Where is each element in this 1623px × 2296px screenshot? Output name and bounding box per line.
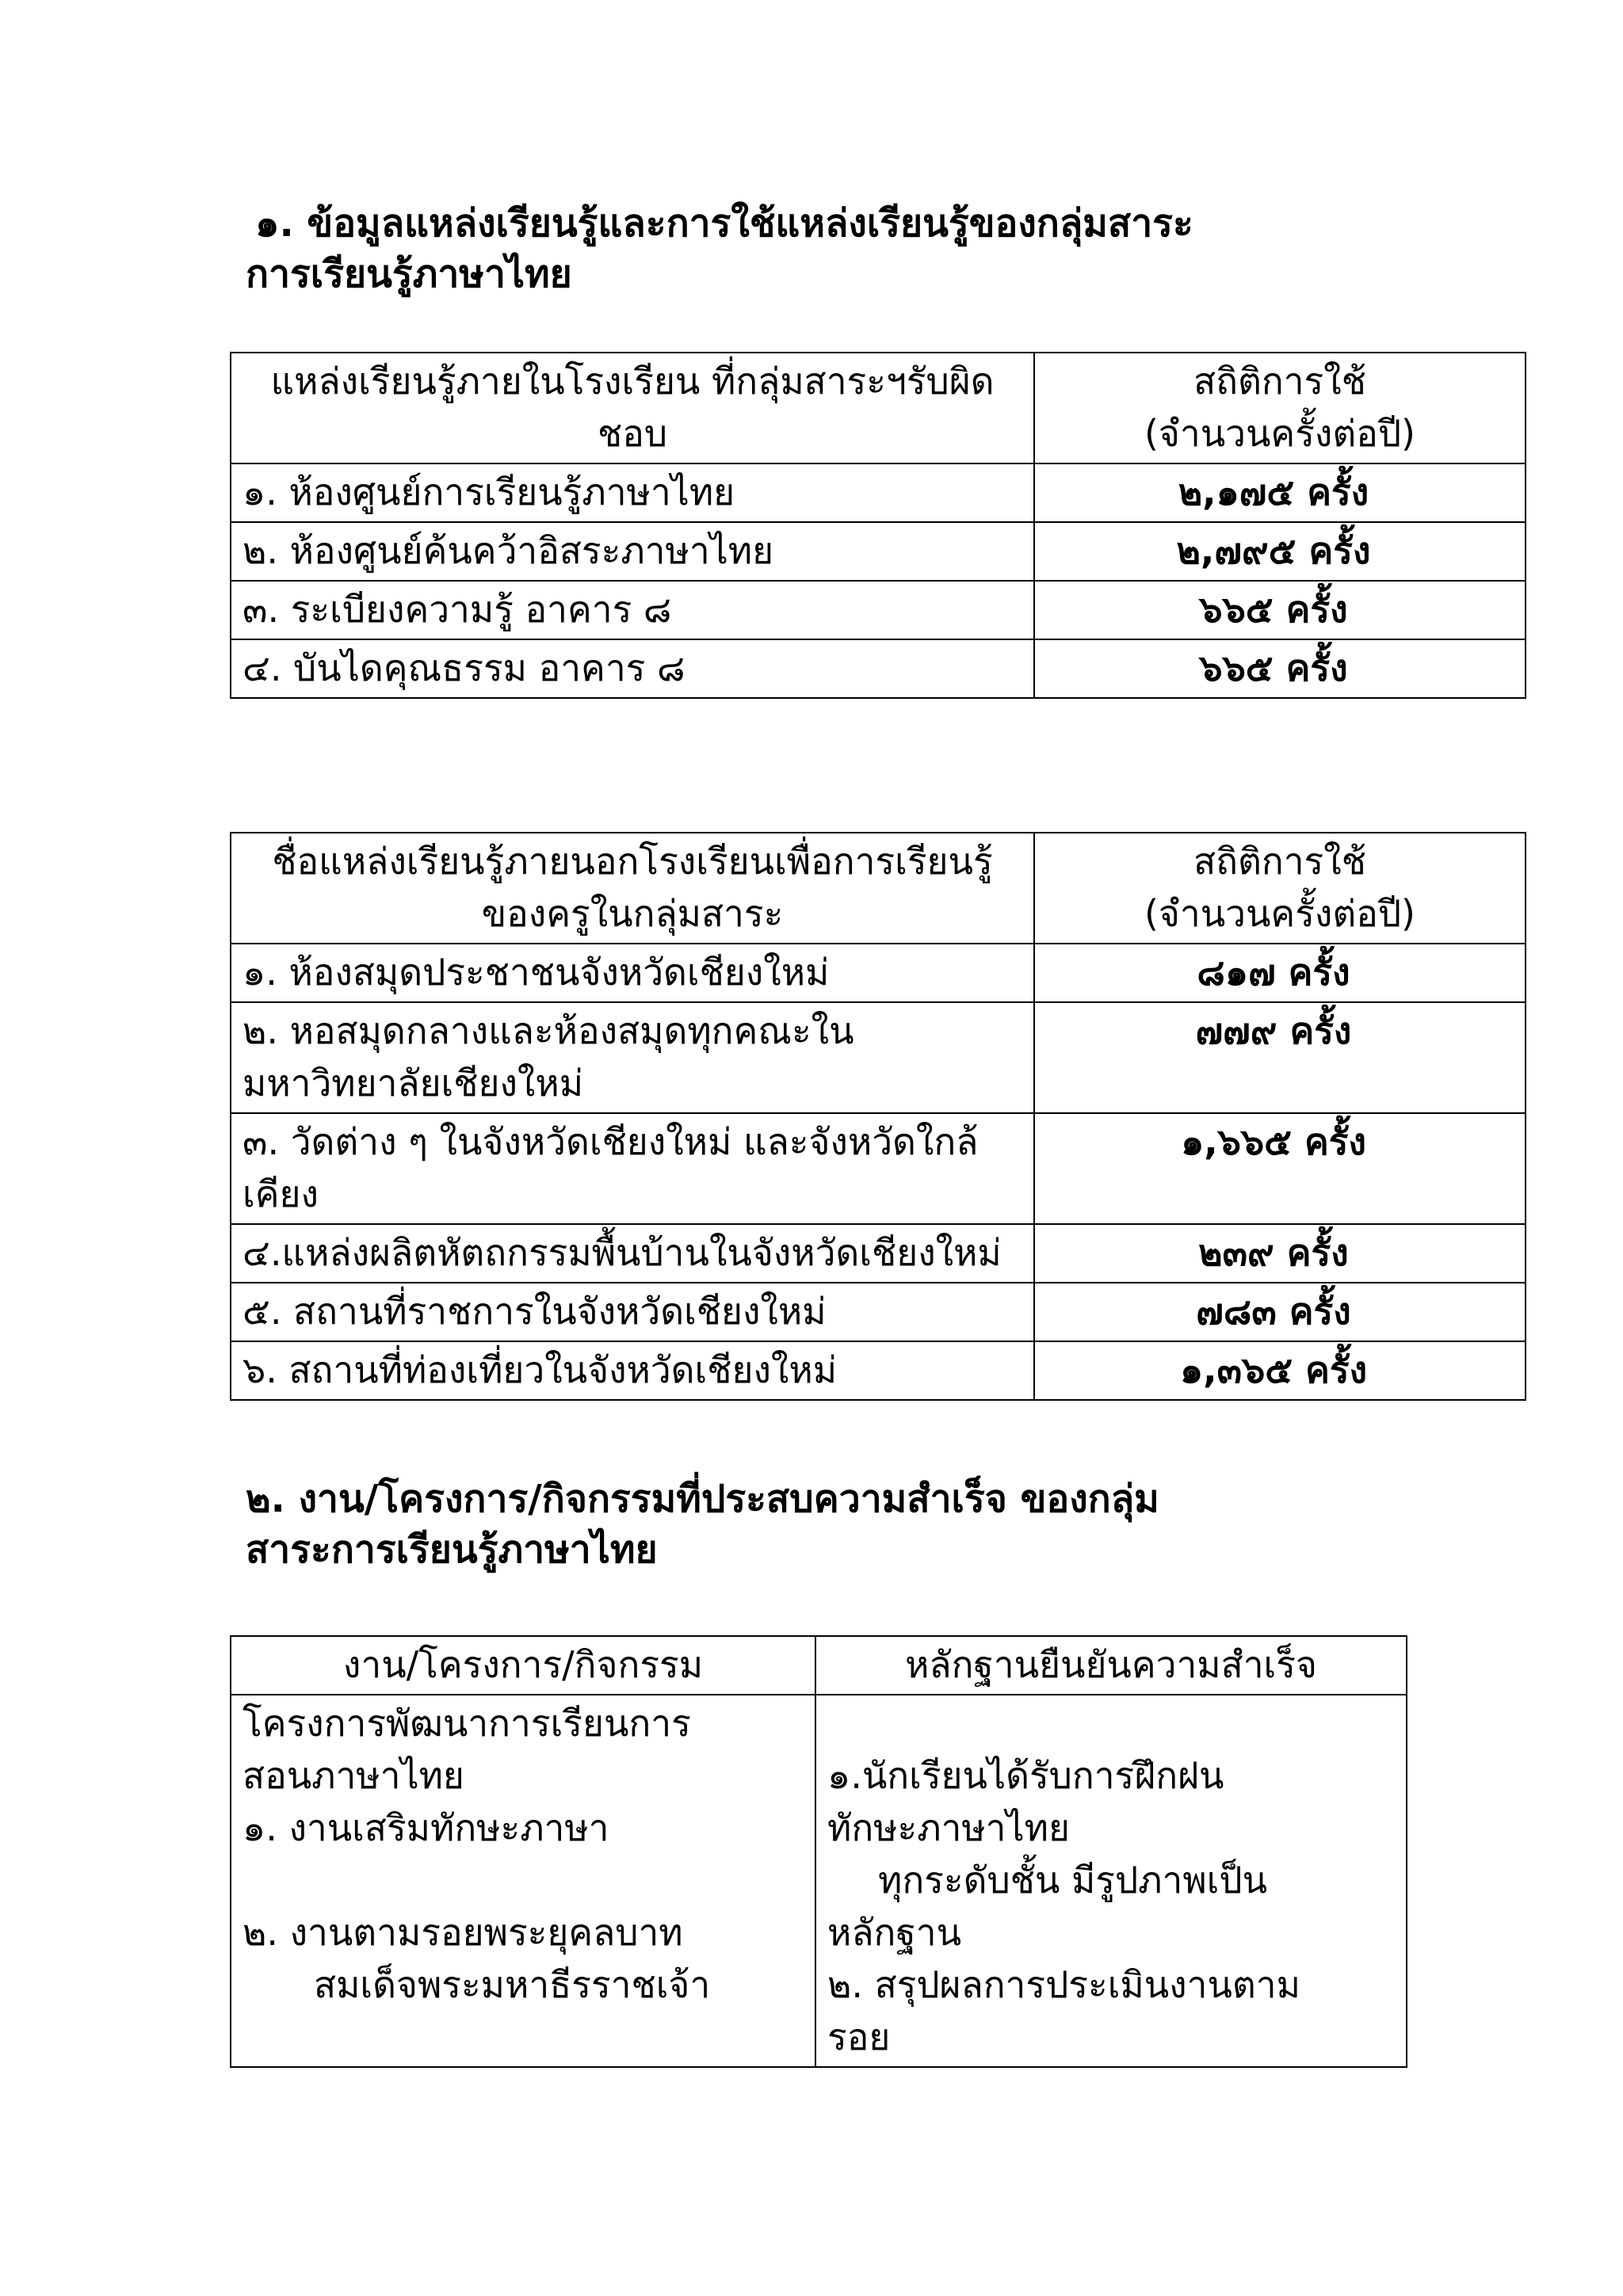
table-row	[231, 1695, 1407, 2067]
usage-count: ๘๑๗ ครั้ง	[1034, 944, 1526, 1002]
source-name: ๔.แหล่งผลิตหัตถกรรมพื้นบ้านในจังหวัดเชียงใหม่	[231, 1224, 1034, 1283]
usage-count: ๒,๑๗๕ ครั้ง	[1034, 463, 1526, 522]
table-row	[231, 1002, 1526, 1113]
inside-header-stats	[1034, 353, 1526, 463]
usage-count: ๑,๓๖๕ ครั้ง	[1034, 1341, 1526, 1400]
stats-header-line1: สถิติการใช้	[1193, 840, 1366, 883]
table-row	[231, 639, 1526, 698]
project-line: โครงการพัฒนาการเรียนการ	[242, 1702, 691, 1745]
activities-header-evidence: หลักฐานยืนยันความสำเร็จ	[815, 1636, 1407, 1695]
source-name: ๕. สถานที่ราชการในจังหวัดเชียงใหม่	[231, 1283, 1034, 1341]
section-2-heading	[246, 1474, 1159, 1575]
section-1-heading	[246, 198, 1193, 299]
evidence-line: ทักษะภาษาไทย	[827, 1806, 1070, 1849]
evidence-line: ๑.นักเรียนได้รับการฝึกฝน	[827, 1754, 1224, 1797]
activities-table	[230, 1635, 1407, 2068]
source-name: ๒. ห้องศูนย์ค้นคว้าอิสระภาษาไทย	[231, 522, 1034, 581]
usage-count: ๗๘๓ ครั้ง	[1034, 1283, 1526, 1341]
source-name: ๓. วัดต่าง ๆ ในจังหวัดเชียงใหม่ และจังหวัดใกล้เคียง	[231, 1113, 1034, 1224]
usage-count: ๗๗๙ ครั้ง	[1034, 1002, 1526, 1113]
inside-learning-sources-table	[230, 352, 1526, 699]
usage-count: ๖๖๕ ครั้ง	[1034, 581, 1526, 639]
project-line: ๑. งานเสริมทักษะภาษา	[242, 1806, 609, 1849]
project-line: ๒. งานตามรอยพระยุคลบาท	[242, 1911, 683, 1954]
source-name: ๒. หอสมุดกลางและห้องสมุดทุกคณะในมหาวิทยาลัยเชียงใหม่	[231, 1002, 1034, 1113]
project-line: สมเด็จพระมหาธีรราชเจ้า	[314, 1963, 711, 2006]
activities-evidence-cell	[815, 1695, 1407, 2067]
section-1-heading-line2: การเรียนรู้ภาษาไทย	[246, 252, 572, 296]
table-row	[231, 1283, 1526, 1341]
project-line: สอนภาษาไทย	[242, 1754, 464, 1797]
table-row	[231, 944, 1526, 1002]
outside-header-stats	[1034, 833, 1526, 944]
source-name: ๑. ห้องสมุดประชาชนจังหวัดเชียงใหม่	[231, 944, 1034, 1002]
blank-line	[827, 1697, 1395, 1749]
evidence-line: รอย	[827, 2016, 891, 2058]
activities-project-cell	[231, 1695, 815, 2067]
outside-learning-sources-table	[230, 832, 1526, 1401]
table-row	[231, 1341, 1526, 1400]
outside-header-source: ชื่อแหล่งเรียนรู้ภายนอกโรงเรียนเพื่อการเรียนรู้ของครูในกลุ่มสาระ	[231, 833, 1034, 944]
evidence-line: ๒. สรุปผลการประเมินงานตาม	[827, 1963, 1300, 2006]
source-name: ๔. บันไดคุณธรรม อาคาร ๘	[231, 639, 1034, 698]
usage-count: ๖๖๕ ครั้ง	[1034, 639, 1526, 698]
stats-header-line1: สถิติการใช้	[1193, 360, 1366, 402]
source-name: ๓. ระเบียงความรู้ อาคาร ๘	[231, 581, 1034, 639]
table-row	[231, 463, 1526, 522]
activities-header-project: งาน/โครงการ/กิจกรรม	[231, 1636, 815, 1695]
usage-count: ๒,๗๙๕ ครั้ง	[1034, 522, 1526, 581]
table-row	[231, 581, 1526, 639]
evidence-line: ทุกระดับชั้น มีรูปภาพเป็น	[878, 1859, 1268, 1901]
section-2-heading-line2: สาระการเรียนรู้ภาษาไทย	[246, 1527, 658, 1572]
source-name: ๑. ห้องศูนย์การเรียนรู้ภาษาไทย	[231, 463, 1034, 522]
table-row	[231, 522, 1526, 581]
evidence-line: หลักฐาน	[827, 1911, 962, 1954]
section-1-heading-line1: ๑. ข้อมูลแหล่งเรียนรู้และการใช้แหล่งเรียนรู้ของกลุ่มสาระ	[255, 201, 1193, 246]
blank-line	[242, 1854, 804, 1906]
stats-header-line2: (จำนวนครั้งต่อปี)	[1144, 412, 1416, 455]
table-row	[231, 1224, 1526, 1283]
table-header-row	[231, 833, 1526, 944]
table-header-row	[231, 1636, 1407, 1695]
table-row	[231, 1113, 1526, 1224]
stats-header-line2: (จำนวนครั้งต่อปี)	[1144, 892, 1416, 935]
usage-count: ๒๓๙ ครั้ง	[1034, 1224, 1526, 1283]
section-2-heading-line1: ๒. งาน/โครงการ/กิจกรรมที่ประสบความสำเร็จ ของกลุ่ม	[246, 1477, 1159, 1521]
usage-count: ๑,๖๖๕ ครั้ง	[1034, 1113, 1526, 1224]
inside-header-source: แหล่งเรียนรู้ภายในโรงเรียน ที่กลุ่มสาระฯรับผิดชอบ	[231, 353, 1034, 463]
table-header-row	[231, 353, 1526, 463]
source-name: ๖. สถานที่ท่องเที่ยวในจังหวัดเชียงใหม่	[231, 1341, 1034, 1400]
